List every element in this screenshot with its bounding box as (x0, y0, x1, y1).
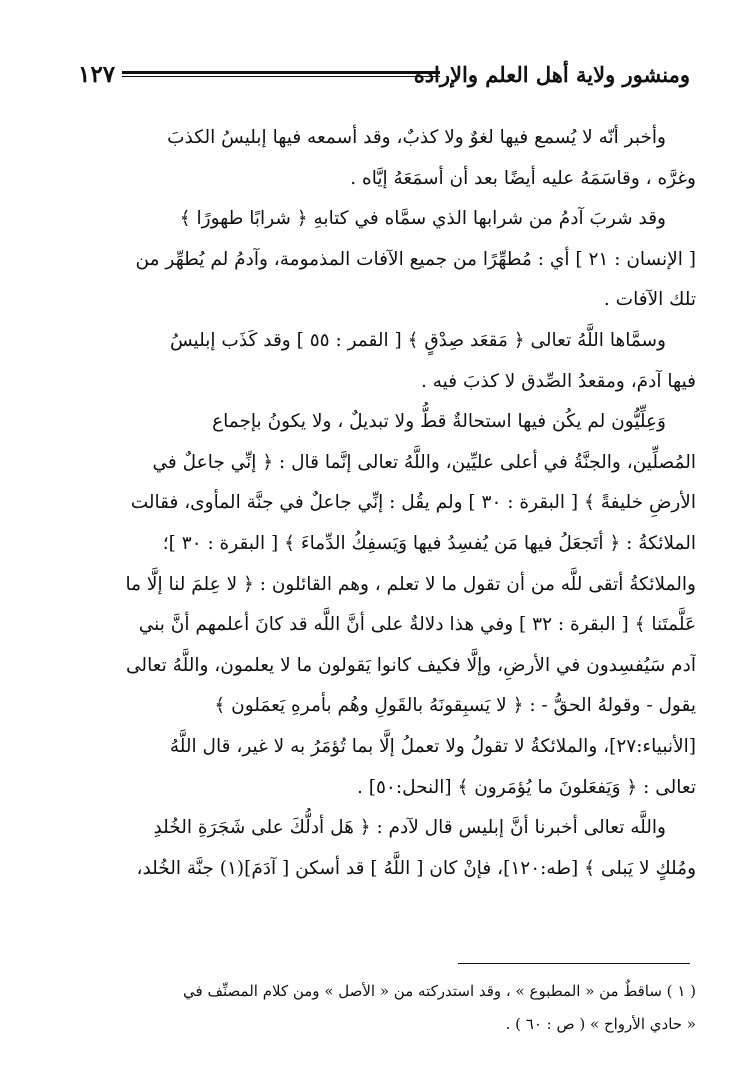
text-line: وأخبر أنّه لا يُسمع فيها لغوٌ ولا كذبٌ، وقد أسمعه فيها إبليسُ الكذبَ (167, 127, 666, 148)
text-line: [ الإنسان : ٢١ ] أي : مُطهِّرًا من جميع الآفات المذمومة، وآدمُ لم يُطهِّر من (135, 248, 696, 270)
footnote-line: ( ١ ) ساقطٌ من « المطبوع » ، وقد استدركته من « الأصل » ومن كلام المصنِّف في (183, 982, 696, 1000)
text-line: [الأنبياء:٢٧]، والملائكةُ لا تقولُ ولا تعملُ إلَّا بما تُؤمَرُ به لا غير، قال اللَّهُ (169, 735, 696, 757)
footnote-separator (458, 963, 690, 964)
running-title: ومنشور ولاية أهل العلم والإرادة (413, 62, 690, 87)
page-header (78, 58, 690, 92)
text-line: وقد شربَ آدمُ من شرابها الذي سمَّاه في كتابهِ ﴿ شرابًا طهورًا ﴾ (179, 208, 666, 230)
text-line: آدم سَيُفسِدون في الأرضِ، وإلَّا فكيف كانوا يَقولون ما لا يعلمون، واللَّهُ تعالى (126, 654, 696, 676)
text-line: ومُلكٍ لا يَبلى ﴾ [طه:١٢٠]، فإنْ كان [ اللَّهُ ] قد أسكن [ آدَمَ](١) جنَّة الخُلد، (136, 857, 696, 879)
text-line: الأرضِ خليفةً ﴾ [ البقرة : ٣٠ ] ولم يقُل : إنِّي جاعلٌ في جنَّة المأوى، فقالت (130, 492, 696, 514)
text-line: فيها آدمَ، ومقعدُ الصِّدق لا كذبَ فيه . (421, 370, 696, 392)
text-line: عَلَّمتَنا ﴾ [ البقرة : ٣٢ ] وفي هذا دلالةٌ على أنَّ اللَّه قد كانَ أعلمهم أنَّ بني (138, 614, 696, 636)
page-number: ١٢٧ (78, 61, 116, 88)
header-rule (122, 71, 440, 77)
footnote-line: « حادي الأرواح » ( ص : ٦٠ ) . (505, 1015, 696, 1033)
text-line: وغرَّه ، وقاسَمَهُ عليه أيضًا بعد أن أسمَعَهُ إيَّاه . (350, 167, 696, 189)
text-line: والملائكةُ أتقى للَّه من أن تقول ما لا تعلم ، وهم القائلون : ﴿ لا عِلمَ لنا إلَّا ما (125, 573, 696, 595)
main-text (72, 118, 696, 889)
text-line: تلك الآفات . (603, 289, 696, 311)
text-line: تعالى : ﴿ وَيَفعَلونَ ما يُؤمَرون ﴾ [النحل:٥٠] . (357, 776, 696, 798)
text-line: وسمَّاها اللَّهُ تعالى ﴿ مَقعَد صِدْقٍ ﴾ [ القمر : ٥٥ ] وقد كَذَب إبليسُ (169, 329, 666, 351)
text-line: يقول - وقولهُ الحقُّ - : ﴿ لا يَسبِقونَهُ بالقَولِ وهُم بأمرهِ يَعمَلون ﴾ (214, 695, 696, 717)
text-line: واللَّه تعالى أخبرنا أنَّ إبليس قال لآدم : ﴿ هَل أدلُّكَ على شَجَرَةِ الخُلدِ (153, 817, 666, 839)
text-line: المُصلِّين، والجنَّةُ في أعلى عليِّين، واللَّهُ تعالى إنَّما قال : ﴿ إنِّي جاعلٌ في (152, 451, 696, 473)
text-line: الملائكةُ : ﴿ أتَجعَلُ فيها مَن يُفسِدُ فيها وَيَسفِكُ الدِّماءَ ﴾ [ البقرة : ٣٠ ]؛ (162, 532, 696, 554)
text-line: وَعِلِّيُّون لم يكُن فيها استحالةٌ قطُّ ولا تبديلٌ ، ولا يكونُ بإجماع (212, 411, 666, 433)
footnotes (72, 975, 696, 1041)
